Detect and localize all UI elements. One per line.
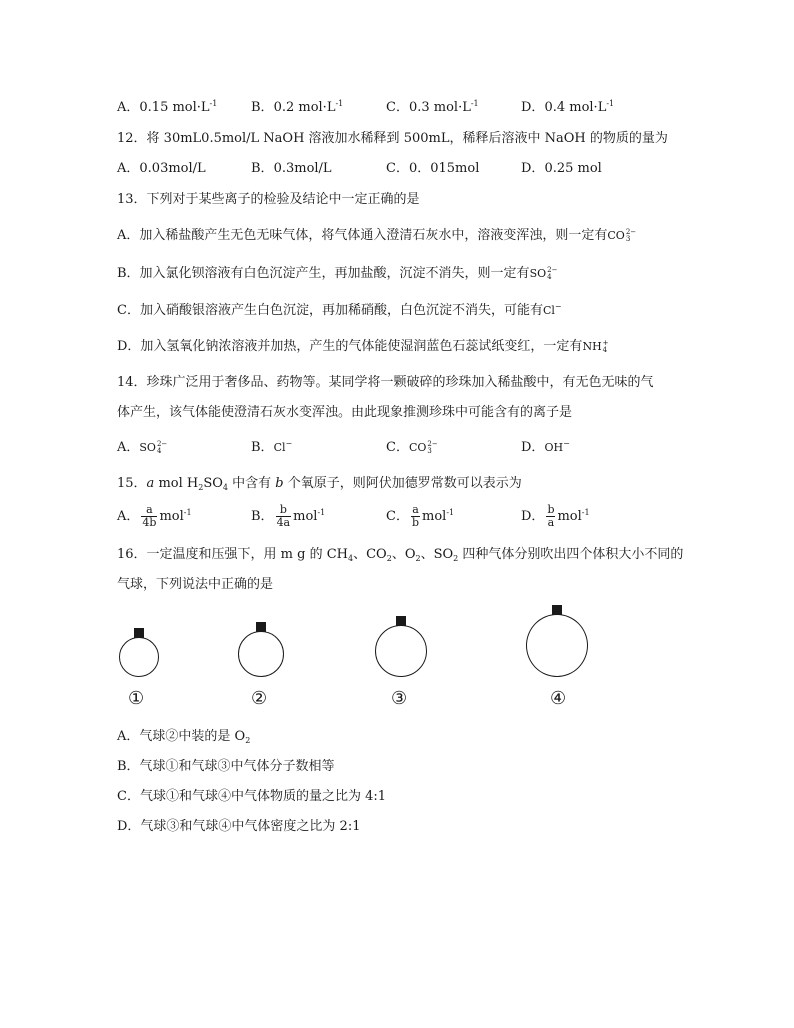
balloon-4 bbox=[526, 614, 588, 677]
q11-option-c: C．0.3 $mol\cdot L^{-1}$ bbox=[386, 99, 479, 115]
balloon-1 bbox=[119, 637, 159, 677]
q16-option-d: D．气球③和气球④中气体密度之比为 2:1 bbox=[117, 819, 361, 834]
q13-option-b: B．加入氯化钡溶液有白色沉淀产生，再加盐酸，沉淀不消失，则一定有SO 2− 4 bbox=[117, 265, 558, 281]
q11-option-d: D．0.4 $mol\cdot L^{-1}$ bbox=[521, 99, 615, 115]
q15-option-a: A． $\frac{a}{4b}$ mol$^{-1}$ bbox=[117, 503, 192, 529]
q16-option-b: B．气球①和气球③中气体分子数相等 bbox=[117, 759, 335, 774]
q11-option-b: B．0.2 $mol\cdot L^{-1}$ bbox=[251, 99, 344, 115]
balloon-4-label: ④ bbox=[550, 688, 567, 709]
balloon-2 bbox=[238, 631, 284, 677]
q14-stem-line1: 14．珍珠广泛用于奢侈品、药物等。某同学将一颗破碎的珍珠加入稀盐酸中，有无色无味的气 bbox=[117, 375, 654, 390]
q15-option-b: B． $\frac{b}{4a}$ mol$^{-1}$ bbox=[251, 503, 326, 529]
q13-option-c: C．加入硝酸银溶液产生白色沉淀，再加稀硝酸，白色沉淀不消失，可能有Cl− bbox=[117, 302, 562, 318]
q14-option-c: C．CO 2− 3 bbox=[386, 439, 438, 455]
q12-option-b: B．0.3mol/L bbox=[251, 161, 332, 176]
q16-option-a: A．气球②中装的是 $O_2$ bbox=[117, 729, 251, 745]
q15-stem: 15．a mol $H_2SO_4$ 中含有 b 个氧原子，则阿伏加德罗常数可以表示为 bbox=[117, 476, 522, 492]
balloon-3 bbox=[375, 625, 427, 677]
q14-option-a: A．SO 2− 4 bbox=[117, 439, 168, 455]
q13-stem: 13．下列对于某些离子的检验及结论中一定正确的是 bbox=[117, 192, 420, 207]
q11-option-a: A．0.15 $mol\cdot L^{-1}$ bbox=[117, 99, 218, 115]
balloon-3-label: ③ bbox=[391, 688, 408, 709]
balloon-1-label: ① bbox=[128, 688, 145, 709]
q12-option-c: C．0．015mol bbox=[386, 161, 480, 176]
q14-stem-line2: 体产生，该气体能使澄清石灰水变浑浊。由此现象推测珍珠中可能含有的离子是 bbox=[117, 405, 573, 420]
q12-option-a: A．0.03mol/L bbox=[117, 161, 206, 176]
q15-option-c: C． $\frac{a}{b}$ mol$^{-1}$ bbox=[386, 503, 455, 529]
q14-option-b: B．Cl− bbox=[251, 439, 293, 455]
q12-stem: 12．将 30mL0.5mol/L NaOH 溶液加水稀释到 500mL，稀释后溶液中 NaOH 的物质的量为 bbox=[117, 131, 668, 146]
q16-stem-line2: 气球，下列说法中正确的是 bbox=[117, 577, 274, 592]
q16-option-c: C．气球①和气球④中气体物质的量之比为 4:1 bbox=[117, 789, 387, 804]
q16-stem-line1: 16．一定温度和压强下，用 m g 的 $CH_4$、$CO_2$、$O_2$、$SO_2$ 四种气体分别吹出四个体积大小不同的 bbox=[117, 547, 684, 563]
q13-option-d: D．加入氢氧化钠浓溶液并加热，产生的气体能使湿润蓝色石蕊试纸变红，一定有NH + 4 bbox=[117, 338, 609, 354]
q12-option-d: D．0.25 mol bbox=[521, 161, 602, 176]
q15-option-d: D． $\frac{b}{a}$ mol$^{-1}$ bbox=[521, 503, 590, 529]
balloon-2-label: ② bbox=[251, 688, 268, 709]
q13-option-a: A．加入稀盐酸产生无色无味气体，将气体通入澄清石灰水中，溶液变浑浊，则一定有CO 2− 3 bbox=[117, 227, 637, 243]
q14-option-d: D．OH− bbox=[521, 439, 570, 455]
